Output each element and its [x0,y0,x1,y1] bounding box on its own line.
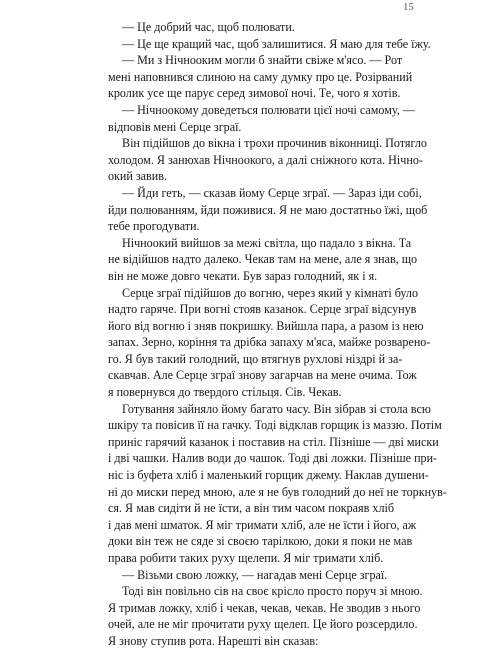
text-line: — Ми з Нічнооким могли б знайти свіже м'ясо. — Рот [122,53,403,68]
text-line: очей, але не міг прочитати руху щелеп. Це його розсердило. [108,617,418,632]
text-line: го. Я був такий голодний, що втягнув рухлові ніздрі й за- [108,351,403,366]
text-line: мені наповнився слиною на саму думку про це. Розірваний [108,69,413,84]
text-line: і дві чашки. Налив води до чашок. Тоді дві ложки. Пізніше при- [108,451,438,466]
text-line: тебе прогодувати. [108,219,200,234]
text-line: приніс гарячий казанок і поставив на стіл. Пізніше — дві миски [108,434,439,449]
text-line: ся. Я мав сидіти й не їсти, а він тим часом покраяв хліб [108,501,394,516]
text-line: Нічноокий вийшов за межі світла, що падало з вікна. Та [122,235,412,250]
text-line: — Йди геть, — сказав йому Серце зграї. — Зараз іди собі, [122,185,422,200]
text-line: не відійшов надто далеко. Чекав там на мене, але я знав, що [108,252,418,267]
text-line: і дав мені шматок. Я міг тримати хліб, але не їсти і його, аж [108,517,417,532]
text-line: — Це ще кращий час, щоб залишитися. Я маю для тебе їжу. [122,36,431,51]
text-line: його від вогню і зняв покришку. Вийшла пара, а разом із нею [108,318,424,333]
text-line: надто гаряче. При вогні стояв казанок. Серце зграї відсунув [108,302,417,317]
text-line: — Візьми свою ложку, — нагадав мені Серце зграї. [122,567,388,582]
text-line: шкіру та повісив її на гачку. Тоді відклав горщик із маззю. Потім [108,418,442,433]
text-line: запах. Зерно, коріння та дрібка запаху м'яса, майже розварено- [108,335,431,350]
text-line: йди полюванням, йди поживися. Я не маю достатньо їжі, щоб [108,202,428,217]
text-line: — Нічноокому доведеться полювати цієї ночі самому, — [122,102,415,117]
text-line: Він підійшов до вікна і трохи прочинив віконниці. Потягло [122,136,427,151]
text-line: кролик усе ще парує серед зимової ночі. Те, чого я хотів. [108,86,401,101]
text-line: Тоді він повільно сів на своє крісло просто поруч зі мною. [122,584,423,599]
text-line: Я знову ступив рота. Нарешті він сказав: [108,633,319,648]
text-line: — Це добрий час, щоб полювати. [122,20,295,34]
text-line: ніс із буфета хліб і маленький горщик джему. Наклав душени- [108,468,429,483]
text-line: він не може довго чекати. Був зараз голодний, як і я. [108,268,378,283]
text-line: скавчав. Але Серце зграї знову загарчав на мене очима. Тож [108,368,417,383]
text-line: Серце зграї підійшов до вогню, через який у кімнаті було [122,285,419,300]
text-line: права робити таких руху щелепи. Я міг тримати хліб. [108,551,384,565]
text-line: Готування зайняло йому багато часу. Він зібрав зі стола всю [122,401,431,416]
text-line: відповів мені Серце зграї. [108,119,242,134]
text-line: окий завив. [108,169,167,184]
text-line: я повернувся до твердого стільця. Сів. Чекав. [108,385,342,400]
text-line: доки він теж не сяде зі своєю тарілкою, доки я поки не мав [108,534,413,549]
text-line: Я тримав ложку, хліб і чекав, чекав, чекав. Не зводив з нього [108,600,421,615]
text-line: ні до миски перед мною, але я не був голодний до неї не торкнув- [108,484,447,499]
body-text [108,19,447,650]
text-line: холодом. Я занюхав Нічноокого, а далі сніжного кота. Нічно- [108,152,423,167]
page-number: 15 [403,2,414,13]
